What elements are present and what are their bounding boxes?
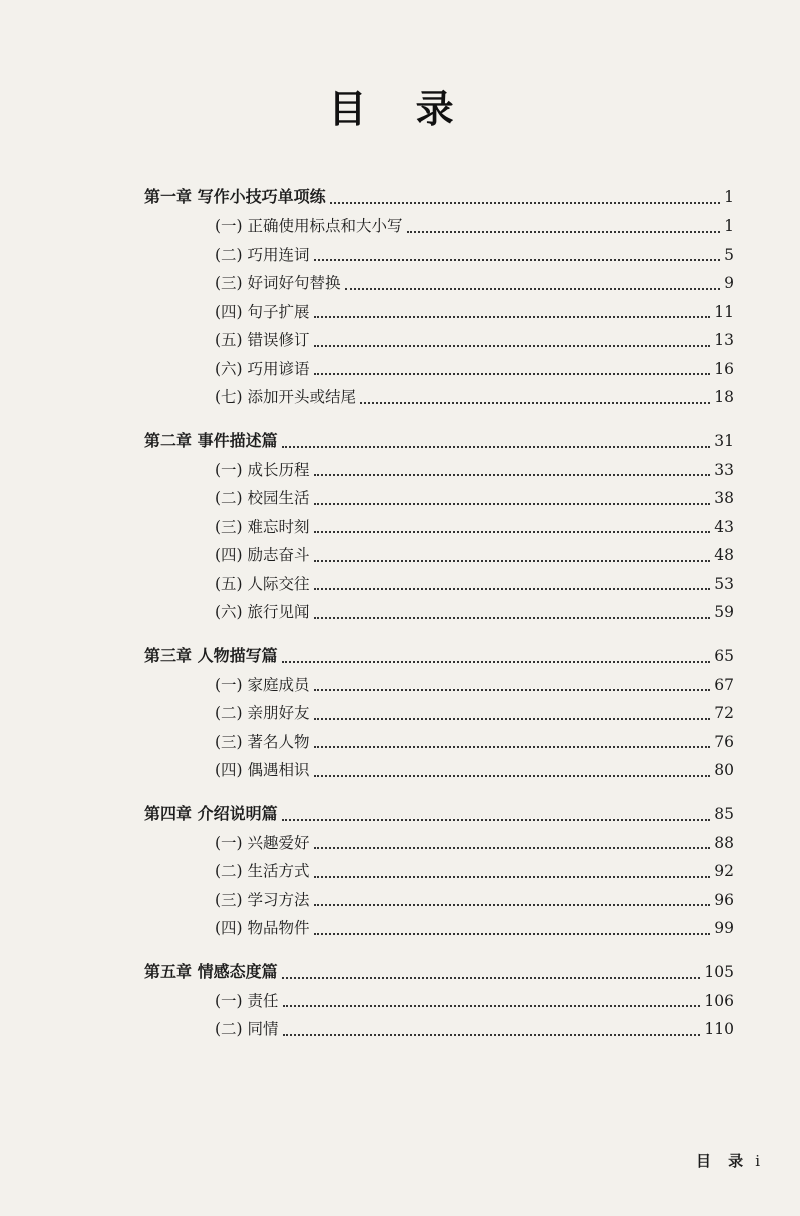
section-title: (四) 句子扩展 <box>215 302 310 321</box>
chapter-page-number: 1 <box>724 188 734 206</box>
section-page-number: 1 <box>724 217 734 235</box>
toc-chapter <box>144 641 734 785</box>
section-page-number: 9 <box>724 274 734 292</box>
chapter-page-number: 105 <box>704 962 734 981</box>
section-page-number: 43 <box>714 517 734 536</box>
section-page-number: 11 <box>714 302 734 321</box>
section-page-number: 110 <box>704 1020 734 1038</box>
section-page-number: 80 <box>714 761 734 779</box>
toc-chapter-entry <box>144 641 734 671</box>
section-title: (二) 校园生活 <box>215 489 310 507</box>
section-page-number: 38 <box>714 489 734 507</box>
section-title: (二) 同情 <box>215 1020 279 1038</box>
section-page-number: 99 <box>714 919 734 937</box>
page-footer <box>696 1150 760 1171</box>
toc-section-entry <box>215 987 734 1016</box>
dot-leader <box>314 474 711 476</box>
dot-leader <box>314 259 721 261</box>
table-of-contents <box>144 182 734 1058</box>
dot-leader <box>283 1034 701 1036</box>
section-title: (一) 正确使用标点和大小写 <box>215 217 403 235</box>
toc-section-entry <box>215 1015 734 1044</box>
dot-leader <box>282 819 711 821</box>
toc-section-entry <box>215 484 734 513</box>
toc-section-entry <box>215 728 734 757</box>
section-page-number: 18 <box>714 388 734 406</box>
dot-leader <box>283 1005 701 1007</box>
section-page-number: 53 <box>714 574 734 593</box>
dot-leader <box>282 661 711 663</box>
section-title: (一) 兴趣爱好 <box>215 833 310 852</box>
dot-leader <box>314 588 711 590</box>
section-page-number: 5 <box>724 245 734 264</box>
section-page-number: 13 <box>714 331 734 349</box>
toc-chapter-entry <box>144 799 734 829</box>
dot-leader <box>314 531 711 533</box>
toc-section-entry <box>215 671 734 700</box>
dot-leader <box>314 904 711 906</box>
section-title: (四) 励志奋斗 <box>215 546 310 564</box>
dot-leader <box>314 746 711 748</box>
section-title: (六) 巧用谚语 <box>215 359 310 378</box>
section-title: (二) 巧用连词 <box>215 245 310 264</box>
chapter-title: 第五章 情感态度篇 <box>144 961 278 981</box>
toc-section-entry <box>215 756 734 785</box>
footer-label: 目 录 <box>695 1152 750 1170</box>
toc-section-entry <box>215 355 734 384</box>
toc-section-entry <box>215 383 734 412</box>
dot-leader <box>314 560 711 562</box>
dot-leader <box>282 446 711 448</box>
section-title: (三) 学习方法 <box>215 890 310 909</box>
chapter-page-number: 85 <box>714 804 734 823</box>
section-title: (四) 偶遇相识 <box>215 761 310 779</box>
section-title: (二) 亲朋好友 <box>215 704 310 722</box>
dot-leader <box>314 316 711 318</box>
dot-leader <box>345 288 721 290</box>
section-title: (三) 难忘时刻 <box>215 517 310 536</box>
dot-leader <box>330 202 721 204</box>
section-page-number: 72 <box>714 704 734 722</box>
toc-section-entry <box>215 326 734 355</box>
dot-leader <box>314 933 711 935</box>
toc-chapter <box>144 799 734 943</box>
section-title: (七) 添加开头或结尾 <box>215 388 357 406</box>
toc-chapter <box>144 957 734 1044</box>
section-page-number: 88 <box>714 833 734 852</box>
toc-section-entry <box>215 857 734 886</box>
dot-leader <box>314 775 711 777</box>
toc-section-entry <box>215 598 734 627</box>
section-page-number: 92 <box>714 862 734 880</box>
dot-leader <box>314 847 711 849</box>
chapter-title: 第三章 人物描写篇 <box>144 645 278 665</box>
dot-leader <box>314 503 711 505</box>
section-page-number: 106 <box>704 991 734 1010</box>
dot-leader <box>282 977 701 979</box>
dot-leader <box>360 402 710 404</box>
toc-chapter <box>144 182 734 412</box>
toc-section-entry <box>215 914 734 943</box>
section-title: (四) 物品物件 <box>215 919 310 937</box>
section-page-number: 96 <box>714 890 734 909</box>
section-title: (五) 人际交往 <box>215 574 310 593</box>
section-page-number: 33 <box>714 460 734 479</box>
dot-leader <box>314 345 711 347</box>
toc-section-entry <box>215 541 734 570</box>
chapter-page-number: 31 <box>714 431 734 450</box>
section-title: (六) 旅行见闻 <box>215 603 310 621</box>
page-title: 目 录 <box>328 87 472 131</box>
toc-section-entry <box>215 212 734 241</box>
section-page-number: 76 <box>714 732 734 751</box>
dot-leader <box>314 617 711 619</box>
toc-section-entry <box>215 829 734 858</box>
dot-leader <box>314 689 711 691</box>
chapter-title: 第四章 介绍说明篇 <box>144 803 278 823</box>
section-page-number: 48 <box>714 546 734 564</box>
section-page-number: 16 <box>714 359 734 378</box>
footer-page-number: i <box>755 1152 760 1170</box>
section-title: (三) 好词好句替换 <box>215 274 341 292</box>
toc-section-entry <box>215 456 734 485</box>
section-title: (五) 错误修订 <box>215 331 310 349</box>
dot-leader <box>314 876 711 878</box>
toc-section-entry <box>215 241 734 270</box>
toc-section-entry <box>215 269 734 298</box>
toc-section-entry <box>215 886 734 915</box>
section-title: (一) 责任 <box>215 991 279 1010</box>
toc-chapter-entry <box>144 182 734 212</box>
section-title: (三) 著名人物 <box>215 732 310 751</box>
chapter-page-number: 65 <box>714 646 734 665</box>
toc-section-entry <box>215 699 734 728</box>
chapter-title: 第二章 事件描述篇 <box>144 430 278 450</box>
section-title: (一) 成长历程 <box>215 460 310 479</box>
section-page-number: 67 <box>714 675 734 694</box>
toc-section-entry <box>215 298 734 327</box>
section-title: (一) 家庭成员 <box>215 675 310 694</box>
chapter-title: 第一章 写作小技巧单项练 <box>144 187 326 206</box>
toc-chapter-entry <box>144 957 734 987</box>
dot-leader <box>407 231 721 233</box>
section-page-number: 59 <box>714 603 734 621</box>
dot-leader <box>314 718 711 720</box>
dot-leader <box>314 373 711 375</box>
toc-section-entry <box>215 570 734 599</box>
section-title: (二) 生活方式 <box>215 862 310 880</box>
toc-chapter <box>144 426 734 627</box>
toc-section-entry <box>215 513 734 542</box>
toc-chapter-entry <box>144 426 734 456</box>
